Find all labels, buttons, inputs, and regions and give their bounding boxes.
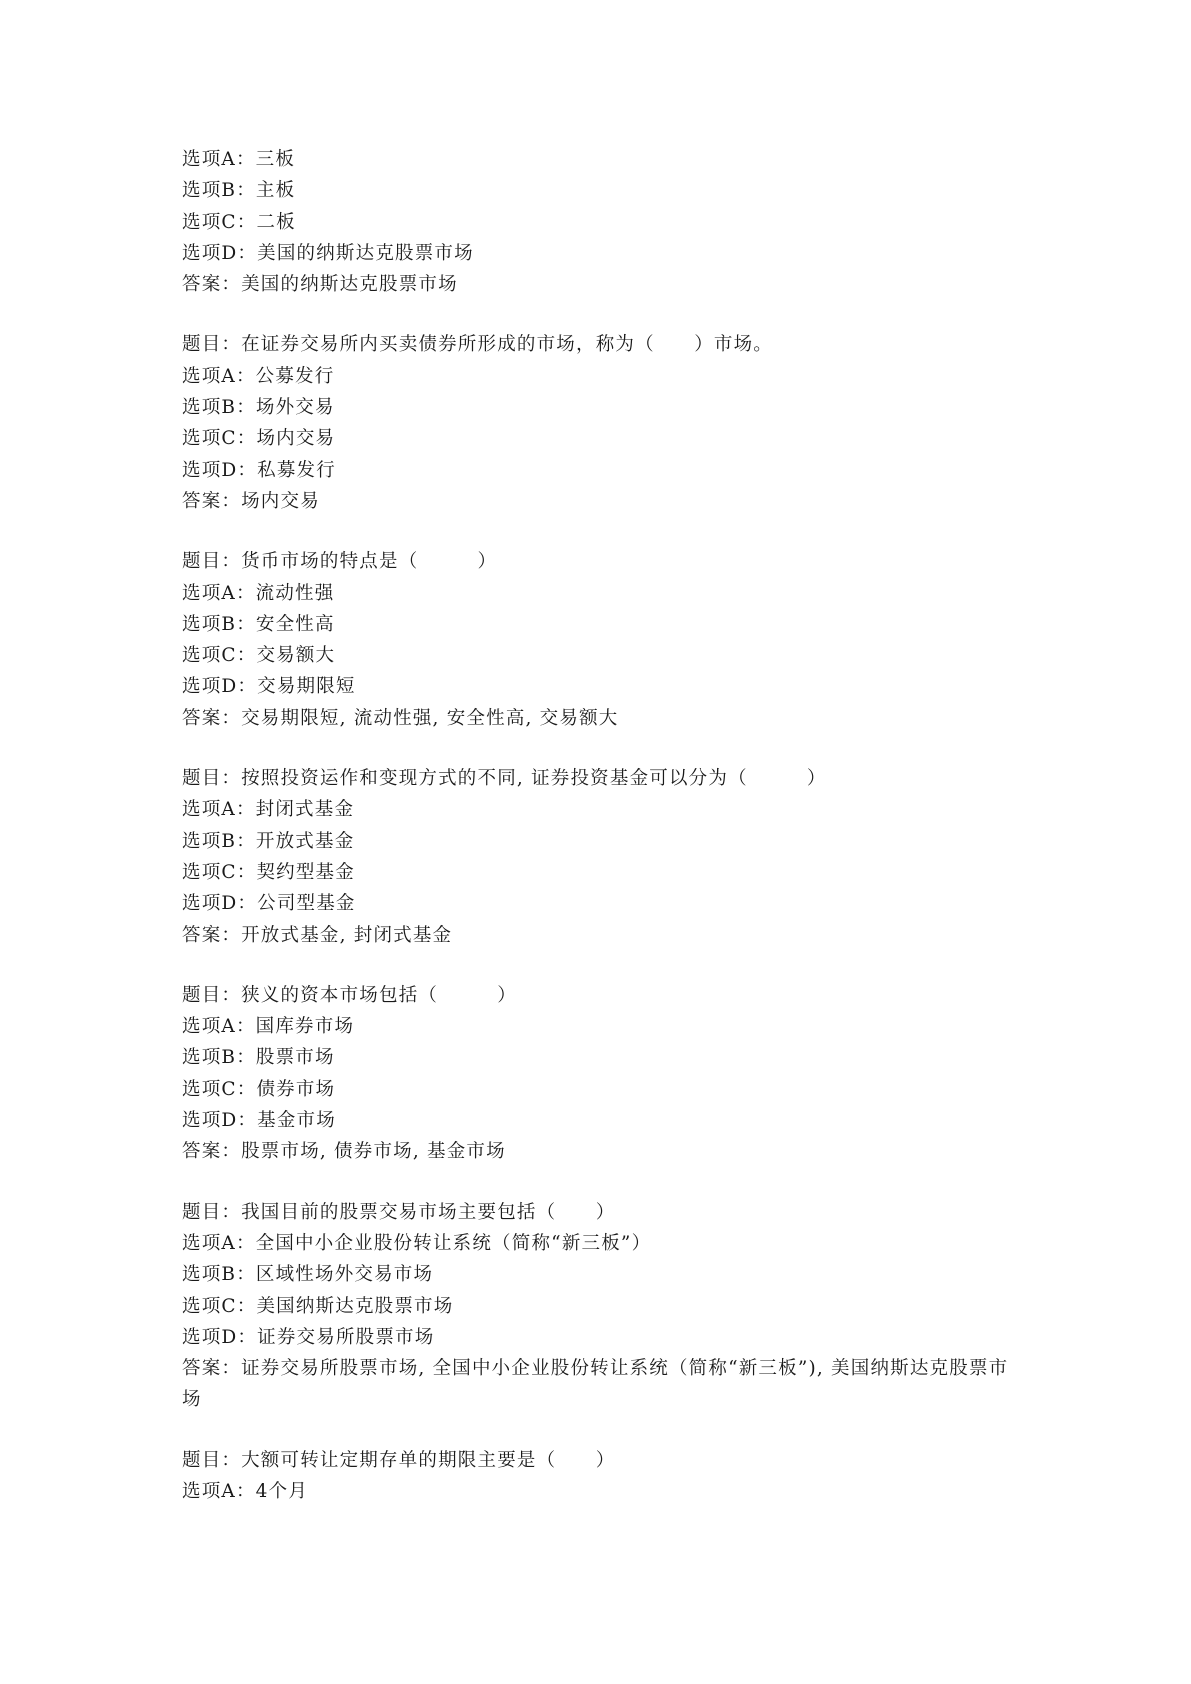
- option-c: 选项C：二板: [182, 211, 296, 233]
- answer: 答案：场内交易: [182, 490, 320, 512]
- option-a: 选项A：国库券市场: [182, 1016, 355, 1038]
- option-c: 选项C：契约型基金: [182, 861, 355, 883]
- question-block: [182, 1197, 1022, 1416]
- option-a: 选项A：三板: [182, 149, 296, 170]
- option-c: 选项C：交易额大: [182, 645, 336, 667]
- question-title: 题目：大额可转让定期存单的期限主要是（ ）: [182, 1449, 616, 1471]
- document-page: [182, 144, 1022, 1536]
- answer: 答案：美国的纳斯达克股票市场: [182, 274, 458, 296]
- option-d: 选项D：基金市场: [182, 1110, 336, 1132]
- question-title: 题目：狭义的资本市场包括（ ）: [182, 984, 517, 1006]
- option-c: 选项C：美国纳斯达克股票市场: [182, 1295, 454, 1317]
- question-block: [182, 546, 1022, 734]
- question-block: [182, 980, 1022, 1168]
- answer: 答案：证券交易所股票市场, 全国中小企业股份转让系统（简称“新三板”), 美国纳斯达克股票市场: [182, 1358, 1009, 1411]
- question-title: 题目：在证券交易所内买卖债券所形成的市场，称为（ ）市场。: [182, 334, 774, 356]
- option-a: 选项A：流动性强: [182, 582, 335, 604]
- option-a: 选项A：封闭式基金: [182, 799, 355, 821]
- option-c: 选项C：场内交易: [182, 428, 336, 450]
- option-b: 选项B：安全性高: [182, 613, 335, 635]
- option-a: 选项A：4个月: [182, 1480, 309, 1502]
- option-d: 选项D：美国的纳斯达克股票市场: [182, 242, 474, 264]
- option-b: 选项B：开放式基金: [182, 830, 355, 852]
- question-title: 题目：货币市场的特点是（ ）: [182, 551, 498, 573]
- option-b: 选项B：股票市场: [182, 1047, 335, 1069]
- option-d: 选项D：公司型基金: [182, 893, 356, 915]
- question-block: [182, 144, 1022, 300]
- option-c: 选项C：债券市场: [182, 1078, 336, 1100]
- answer: 答案：股票市场, 债券市场, 基金市场: [182, 1141, 506, 1163]
- answer: 答案：交易期限短, 流动性强, 安全性高, 交易额大: [182, 707, 619, 729]
- question-title: 题目：按照投资运作和变现方式的不同, 证券投资基金可以分为（ ）: [182, 768, 827, 790]
- option-d: 选项D：交易期限短: [182, 676, 356, 698]
- option-d: 选项D：证券交易所股票市场: [182, 1326, 435, 1348]
- question-block: [182, 1445, 1022, 1508]
- question-block: [182, 763, 1022, 951]
- question-block: [182, 329, 1022, 517]
- option-b: 选项B：主板: [182, 180, 296, 202]
- option-b: 选项B：场外交易: [182, 397, 335, 419]
- option-a: 选项A：全国中小企业股份转让系统（简称“新三板”）: [182, 1232, 652, 1254]
- question-title: 题目：我国目前的股票交易市场主要包括（ ）: [182, 1201, 616, 1223]
- option-b: 选项B：区域性场外交易市场: [182, 1264, 434, 1286]
- option-a: 选项A：公募发行: [182, 365, 335, 387]
- option-d: 选项D：私募发行: [182, 459, 336, 481]
- answer: 答案：开放式基金, 封闭式基金: [182, 924, 453, 946]
